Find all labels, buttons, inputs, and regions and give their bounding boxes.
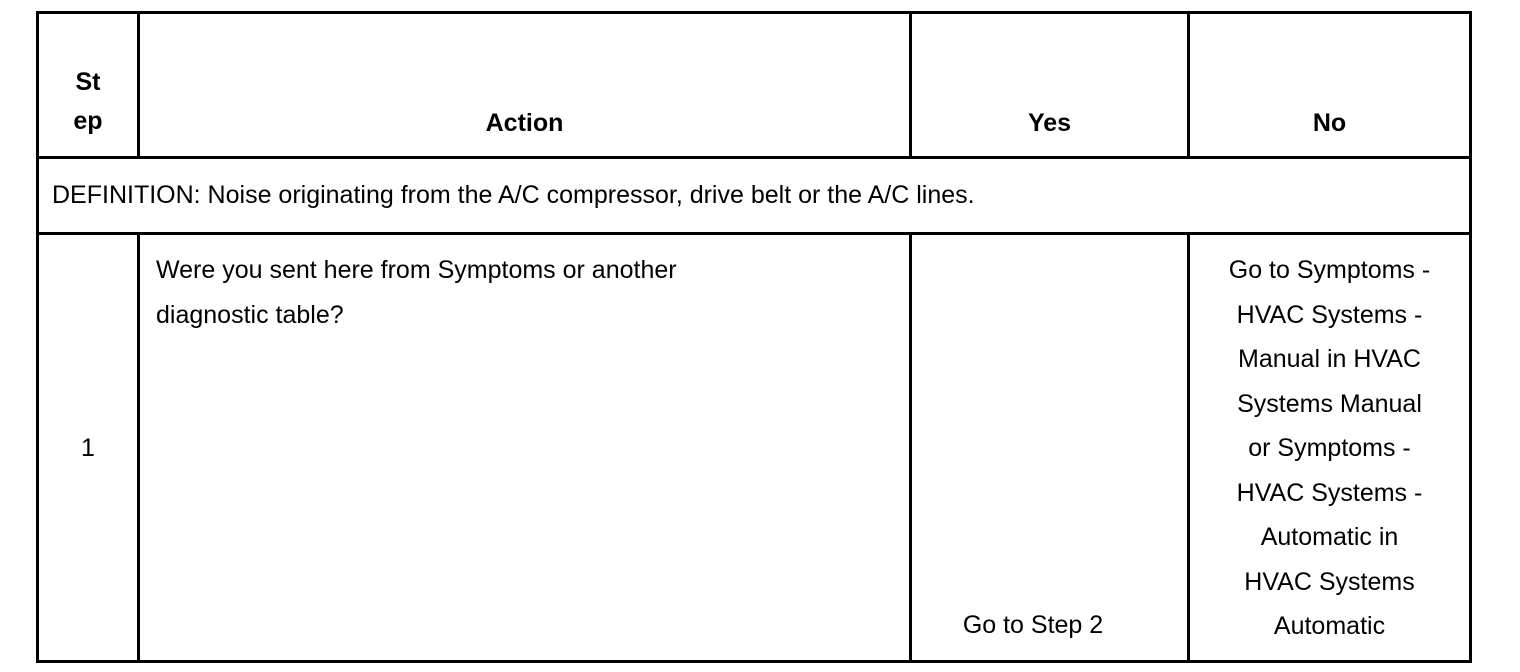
- header-step-line1: St: [75, 68, 101, 96]
- row-step-number: 1: [81, 434, 95, 462]
- header-no: No: [1312, 109, 1347, 137]
- action-column-divider-body: [909, 232, 912, 663]
- row-no-line: or Symptoms -: [1248, 434, 1411, 462]
- header-action: Action: [485, 109, 564, 137]
- row-no-line: Automatic: [1273, 612, 1386, 640]
- header-step-line2: ep: [73, 107, 103, 135]
- row-no-line: Automatic in: [1260, 523, 1399, 551]
- row-no-line: Go to Symptoms -: [1228, 256, 1431, 284]
- row-no-line: HVAC Systems: [1244, 567, 1415, 596]
- header-step: [39, 63, 137, 141]
- table-border-top: [36, 11, 1472, 14]
- header-divider: [36, 156, 1472, 159]
- row-action-line: Were you sent here from Symptoms or another: [156, 256, 677, 284]
- definition-text: DEFINITION: Noise originating from the A/C compressor, drive belt or the A/C lines.: [52, 181, 975, 209]
- diagnostic-table: [36, 11, 1472, 663]
- step-column-divider-body: [137, 232, 140, 663]
- row-action-line: diagnostic table?: [156, 300, 344, 329]
- table-border-right: [1469, 11, 1472, 663]
- row-no-line: Systems Manual: [1237, 389, 1422, 418]
- row-no-line: Manual in HVAC: [1238, 345, 1421, 373]
- row-no: [1190, 248, 1469, 649]
- table-border-bottom: [36, 660, 1472, 663]
- definition-divider: [36, 232, 1472, 235]
- header-yes: Yes: [1027, 109, 1072, 137]
- row-no-line: HVAC Systems -: [1236, 300, 1423, 329]
- row-yes: Go to Step 2: [962, 611, 1104, 639]
- row-no-line: HVAC Systems -: [1236, 478, 1423, 507]
- row-action: [156, 248, 896, 337]
